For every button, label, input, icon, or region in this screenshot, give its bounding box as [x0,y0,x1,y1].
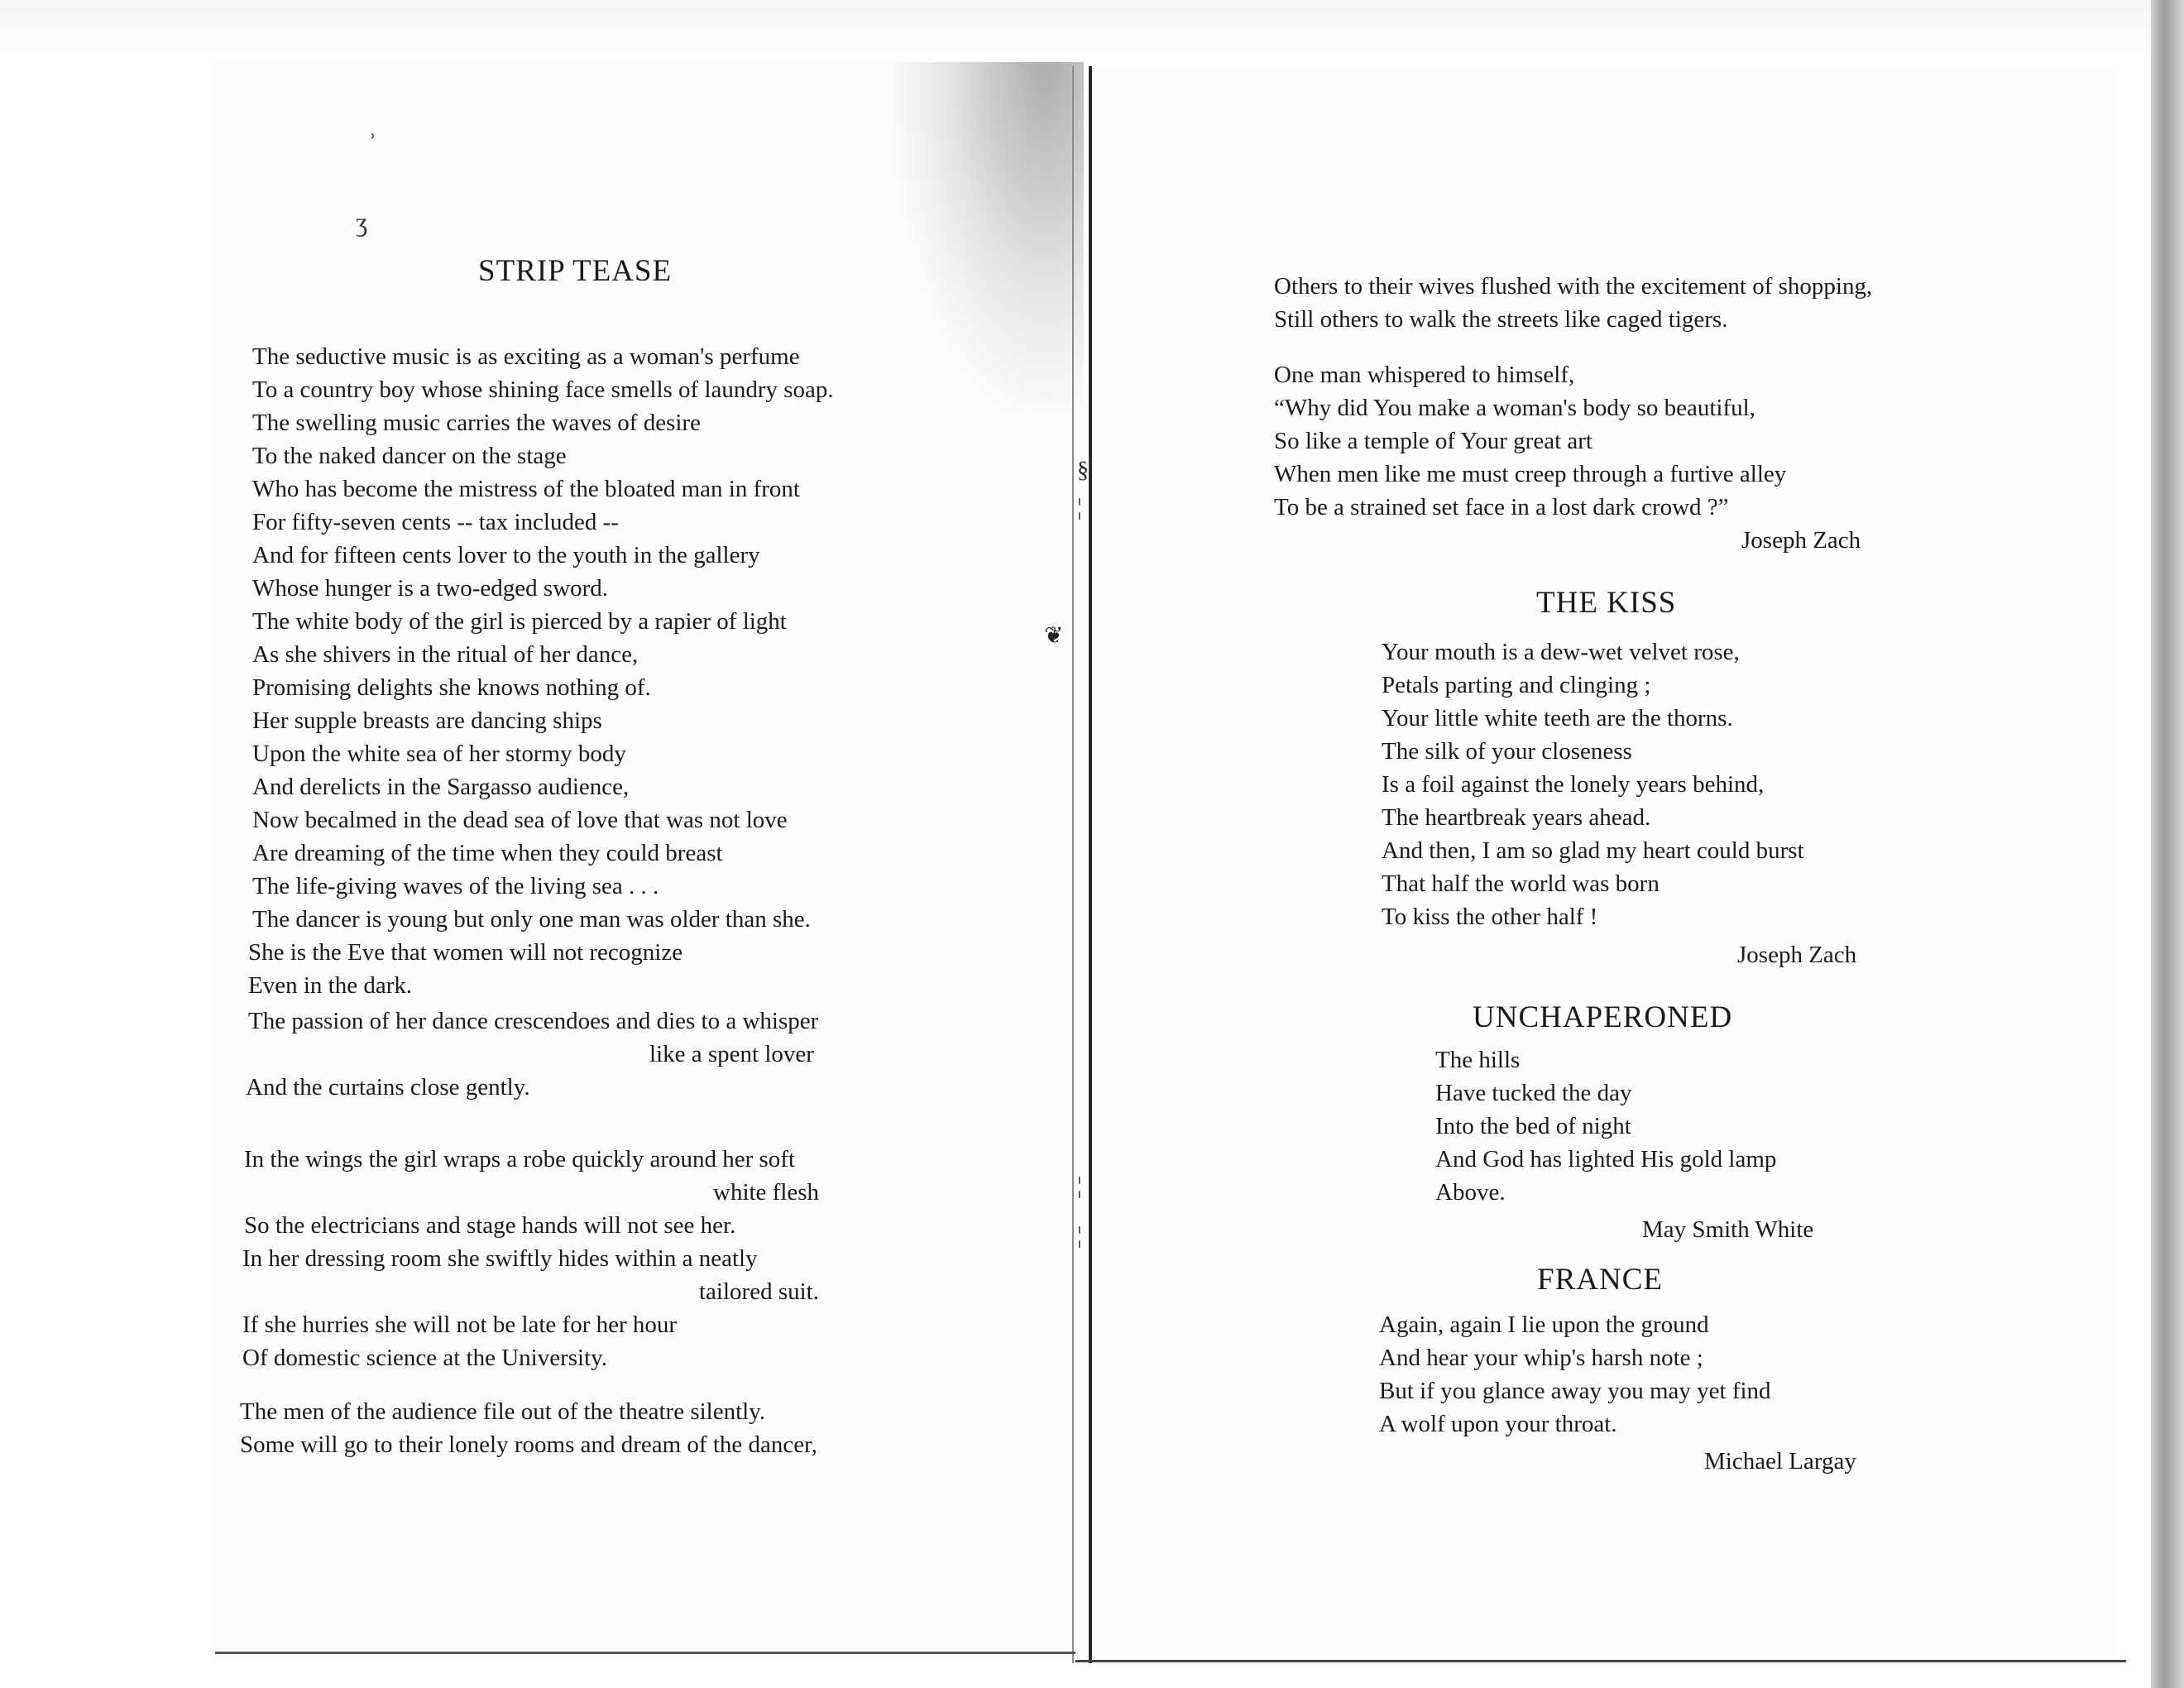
poem-line: Some will go to their lonely rooms and dream of the dancer, [240,1431,817,1458]
poem-line: If she hurries she will not be late for her hour [242,1312,678,1338]
poem-line: In the wings the girl wraps a robe quickly around her soft [244,1146,796,1172]
poem-line: So the electricians and stage hands will not see her. [244,1212,736,1239]
poem-line: And then, I am so glad my heart could burst [1382,837,1804,864]
poem-line: Who has become the mistress of the bloated man in front [252,476,800,502]
left-page-bottom-edge [215,1652,1075,1654]
poem-line: The dancer is young but only one man was older than she. [252,906,811,933]
scanner-edge [2151,0,2184,1688]
poem-line: Now becalmed in the dead sea of love that was not love [252,807,788,833]
poem-line: In her dressing room she swiftly hides within a neatly [242,1245,758,1272]
staple-icon: ¦ [1077,495,1082,520]
poem-line: And God has lighted His gold lamp [1435,1146,1777,1172]
poem-line: Are dreaming of the time when they could breast [252,840,723,866]
poem-line: And derelicts in the Sargasso audience, [252,774,630,800]
poem-line: Your little white teeth are the thorns. [1382,705,1733,731]
poem-line: When men like me must creep through a furtive alley [1274,461,1787,487]
poem-line: To a country boy whose shining face smells of laundry soap. [252,376,834,403]
poem-line: To kiss the other half ! [1382,904,1598,930]
book-spine [1089,66,1092,1663]
poem-author: May Smith White [1642,1216,1814,1243]
gutter-shadow [893,62,1084,410]
staple-icon: § [1077,458,1089,483]
poem-line: Her supple breasts are dancing ships [252,707,602,734]
ink-smudge-icon: ʒ [356,207,368,237]
poem-title-unchaperoned: UNCHAPERONED [1473,1000,1733,1034]
staple-icon: ¦ [1077,1173,1082,1199]
poem-line: Even in the dark. [248,972,413,999]
right-page-bottom-edge [1075,1660,2126,1662]
poem-author: Joseph Zach [1741,527,1861,554]
poem-line: Petals parting and clinging ; [1382,672,1651,698]
poem-line: Into the bed of night [1435,1113,1631,1139]
poem-line: The white body of the girl is pierced by a rapier of light [252,608,787,635]
poem-line: The passion of her dance crescendoes and dies to a whisper [248,1008,819,1034]
poem-line: The hills [1435,1047,1521,1073]
left-page-edge [1072,66,1074,1663]
binding-thread-icon: ❦ [1044,623,1064,649]
ink-smudge-icon: ʾ [368,128,377,158]
poem-title-the-kiss: THE KISS [1536,586,1677,620]
poem-line-continuation: like a spent lover [649,1041,814,1067]
poem-line: The seductive music is as exciting as a woman's perfume [252,343,800,370]
poem-line: She is the Eve that women will not recognize [248,939,683,966]
poem-line: Of domestic science at the University. [242,1345,608,1371]
poem-line: And the curtains close gently. [246,1074,530,1101]
poem-line: The life-giving waves of the living sea . . . [252,873,659,899]
poem-line: Upon the white sea of her stormy body [252,741,626,767]
poem-line: Above. [1435,1179,1506,1206]
poem-line: Still others to walk the streets like caged tigers. [1274,306,1728,333]
poem-line: But if you glance away you may yet find [1379,1378,1771,1404]
poem-line: The silk of your closeness [1382,738,1632,765]
poem-line: So like a temple of Your great art [1274,428,1592,454]
poem-line: Your mouth is a dew-wet velvet rose, [1382,639,1740,665]
poem-line: To be a strained set face in a lost dark crowd ?” [1274,494,1729,520]
poem-line: “Why did You make a woman's body so beautiful, [1274,395,1755,421]
poem-line: Promising delights she knows nothing of. [252,674,651,701]
poem-line: Others to their wives flushed with the excitement of shopping, [1274,273,1873,300]
poem-line: The swelling music carries the waves of desire [252,410,701,436]
poem-line-continuation: tailored suit. [699,1278,819,1305]
poem-line: Have tucked the day [1435,1080,1632,1106]
poem-line: Is a foil against the lonely years behind, [1382,771,1765,798]
poem-line: One man whispered to himself, [1274,362,1575,388]
poem-line: To the naked dancer on the stage [252,443,567,469]
poem-title-france: FRANCE [1537,1263,1663,1297]
poem-line: And hear your whip's harsh note ; [1379,1345,1703,1371]
poem-line: And for fifteen cents lover to the youth in the gallery [252,542,760,568]
staple-icon: ¦ [1077,1223,1082,1249]
poem-line: The heartbreak years ahead. [1382,804,1651,831]
poem-line-continuation: white flesh [713,1179,820,1206]
poem-line: For fifty-seven cents -- tax included -- [252,509,619,535]
poem-line: Again, again I lie upon the ground [1379,1312,1709,1338]
poem-line: As she shivers in the ritual of her dance, [252,641,639,668]
poem-line: Whose hunger is a two-edged sword. [252,575,609,602]
poem-line: That half the world was born [1382,870,1660,897]
poem-line: The men of the audience file out of the theatre silently. [240,1398,766,1425]
poem-title-strip-tease: STRIP TEASE [478,254,673,288]
poem-line: A wolf upon your throat. [1379,1411,1617,1437]
poem-author: Joseph Zach [1737,942,1857,968]
poem-author: Michael Largay [1704,1448,1856,1475]
